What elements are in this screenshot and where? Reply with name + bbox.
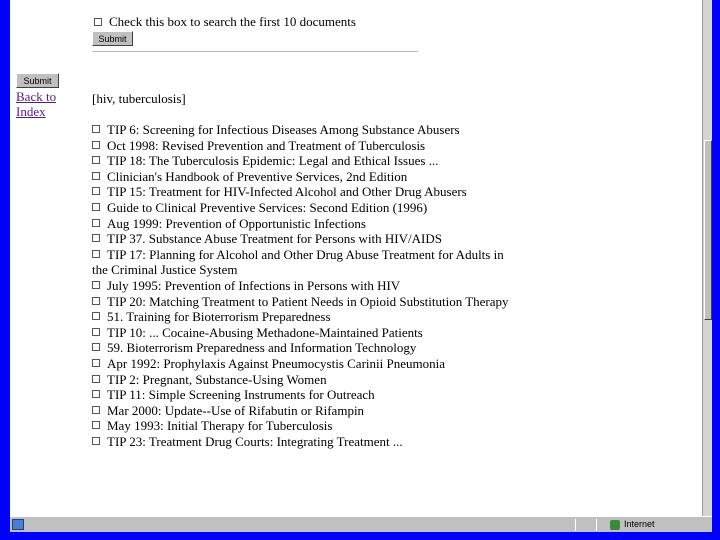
status-separator — [596, 519, 597, 531]
submit-button-top[interactable]: Submit — [92, 31, 133, 46]
result-item — [92, 340, 512, 356]
result-checkbox[interactable] — [92, 390, 100, 398]
result-title: TIP 37. Substance Abuse Treatment for Persons with HIV/AIDS — [107, 231, 442, 247]
result-checkbox[interactable] — [92, 281, 100, 289]
result-item — [92, 434, 512, 450]
result-checkbox[interactable] — [92, 156, 100, 164]
result-checkbox[interactable] — [92, 359, 100, 367]
result-checkbox[interactable] — [92, 187, 100, 195]
result-title: 51. Training for Bioterrorism Preparedness — [107, 309, 331, 325]
result-item — [92, 200, 512, 216]
result-title: 59. Bioterrorism Preparedness and Information Technology — [107, 340, 417, 356]
result-title: TIP 23: Treatment Drug Courts: Integrating Treatment ... — [107, 433, 403, 449]
result-title: May 1993: Initial Therapy for Tuberculosis — [107, 418, 333, 434]
result-item — [92, 153, 512, 169]
result-title: Aug 1999: Prevention of Opportunistic Infections — [107, 215, 366, 231]
results-list — [92, 122, 512, 449]
result-title: July 1995: Prevention of Infections in Persons with HIV — [107, 277, 401, 293]
result-title: TIP 6: Screening for Infectious Diseases Among Substance Abusers — [107, 122, 460, 137]
result-checkbox[interactable] — [92, 437, 100, 445]
result-item — [92, 231, 512, 247]
result-item — [92, 169, 512, 185]
result-checkbox[interactable] — [92, 312, 100, 320]
result-checkbox[interactable] — [92, 172, 100, 180]
result-item — [92, 356, 512, 372]
internet-zone-icon — [610, 520, 620, 530]
result-item — [92, 387, 512, 403]
search-query: [hiv, tuberculosis] — [92, 91, 186, 106]
result-item — [92, 122, 512, 138]
result-item — [92, 216, 512, 232]
result-item — [92, 138, 512, 154]
result-title: TIP 20: Matching Treatment to Patient Needs in Opioid Substitution Therapy — [107, 293, 509, 309]
result-item — [92, 294, 512, 310]
result-item — [92, 247, 512, 278]
result-checkbox[interactable] — [92, 406, 100, 414]
result-title: Clinician's Handbook of Preventive Services, 2nd Edition — [107, 168, 408, 184]
result-item — [92, 403, 512, 419]
vertical-scrollbar[interactable] — [702, 0, 712, 516]
result-item — [92, 184, 512, 200]
left-nav — [16, 73, 76, 119]
result-checkbox[interactable] — [92, 219, 100, 227]
result-item — [92, 278, 512, 294]
result-checkbox[interactable] — [92, 328, 100, 336]
search-first-10-label: Check this box to search the first 10 documents — [109, 14, 356, 29]
zone-label: Internet — [624, 519, 655, 529]
back-to-index-link-line2[interactable]: Index — [16, 104, 46, 119]
result-title: TIP 15: Treatment for HIV-Infected Alcohol and Other Drug Abusers — [107, 184, 467, 200]
scrollbar-thumb[interactable] — [704, 140, 712, 320]
result-item — [92, 325, 512, 341]
result-title: Guide to Clinical Preventive Services: Second Edition (1996) — [107, 199, 428, 215]
result-item — [92, 309, 512, 325]
result-title: Mar 2000: Update--Use of Rifabutin or Rifampin — [107, 402, 365, 418]
result-checkbox[interactable] — [92, 375, 100, 383]
result-title: Apr 1992: Prophylaxis Against Pneumocystis Carinii Pneumonia — [107, 355, 445, 371]
result-title: TIP 18: The Tuberculosis Epidemic: Legal and Ethical Issues ... — [107, 153, 439, 169]
status-separator — [575, 519, 576, 531]
back-to-index-link-line1[interactable]: Back to — [16, 89, 57, 104]
search-first-10-checkbox[interactable] — [94, 18, 102, 26]
search-first-10-option[interactable] — [94, 14, 356, 30]
result-checkbox[interactable] — [92, 297, 100, 305]
result-checkbox[interactable] — [92, 343, 100, 351]
result-checkbox[interactable] — [92, 421, 100, 429]
result-item — [92, 372, 512, 388]
result-title: Oct 1998: Revised Prevention and Treatment of Tuberculosis — [107, 137, 426, 153]
result-title: TIP 17: Planning for Alcohol and Other Drug Abuse Treatment for Adults in the Criminal Justice System — [92, 246, 504, 278]
result-checkbox[interactable] — [92, 250, 100, 258]
result-item — [92, 418, 512, 434]
browser-window — [10, 0, 712, 532]
result-checkbox[interactable] — [92, 203, 100, 211]
result-title: TIP 10: ... Cocaine-Abusing Methadone-Maintained Patients — [107, 324, 423, 340]
result-title: TIP 2: Pregnant, Substance-Using Women — [107, 371, 327, 387]
status-bar — [10, 516, 712, 532]
ie-page-icon — [12, 519, 24, 530]
result-title: TIP 11: Simple Screening Instruments for Outreach — [107, 387, 375, 403]
result-checkbox[interactable] — [92, 125, 100, 133]
submit-button-left[interactable]: Submit — [16, 73, 59, 88]
divider — [92, 51, 418, 52]
result-checkbox[interactable] — [92, 234, 100, 242]
result-checkbox[interactable] — [92, 141, 100, 149]
